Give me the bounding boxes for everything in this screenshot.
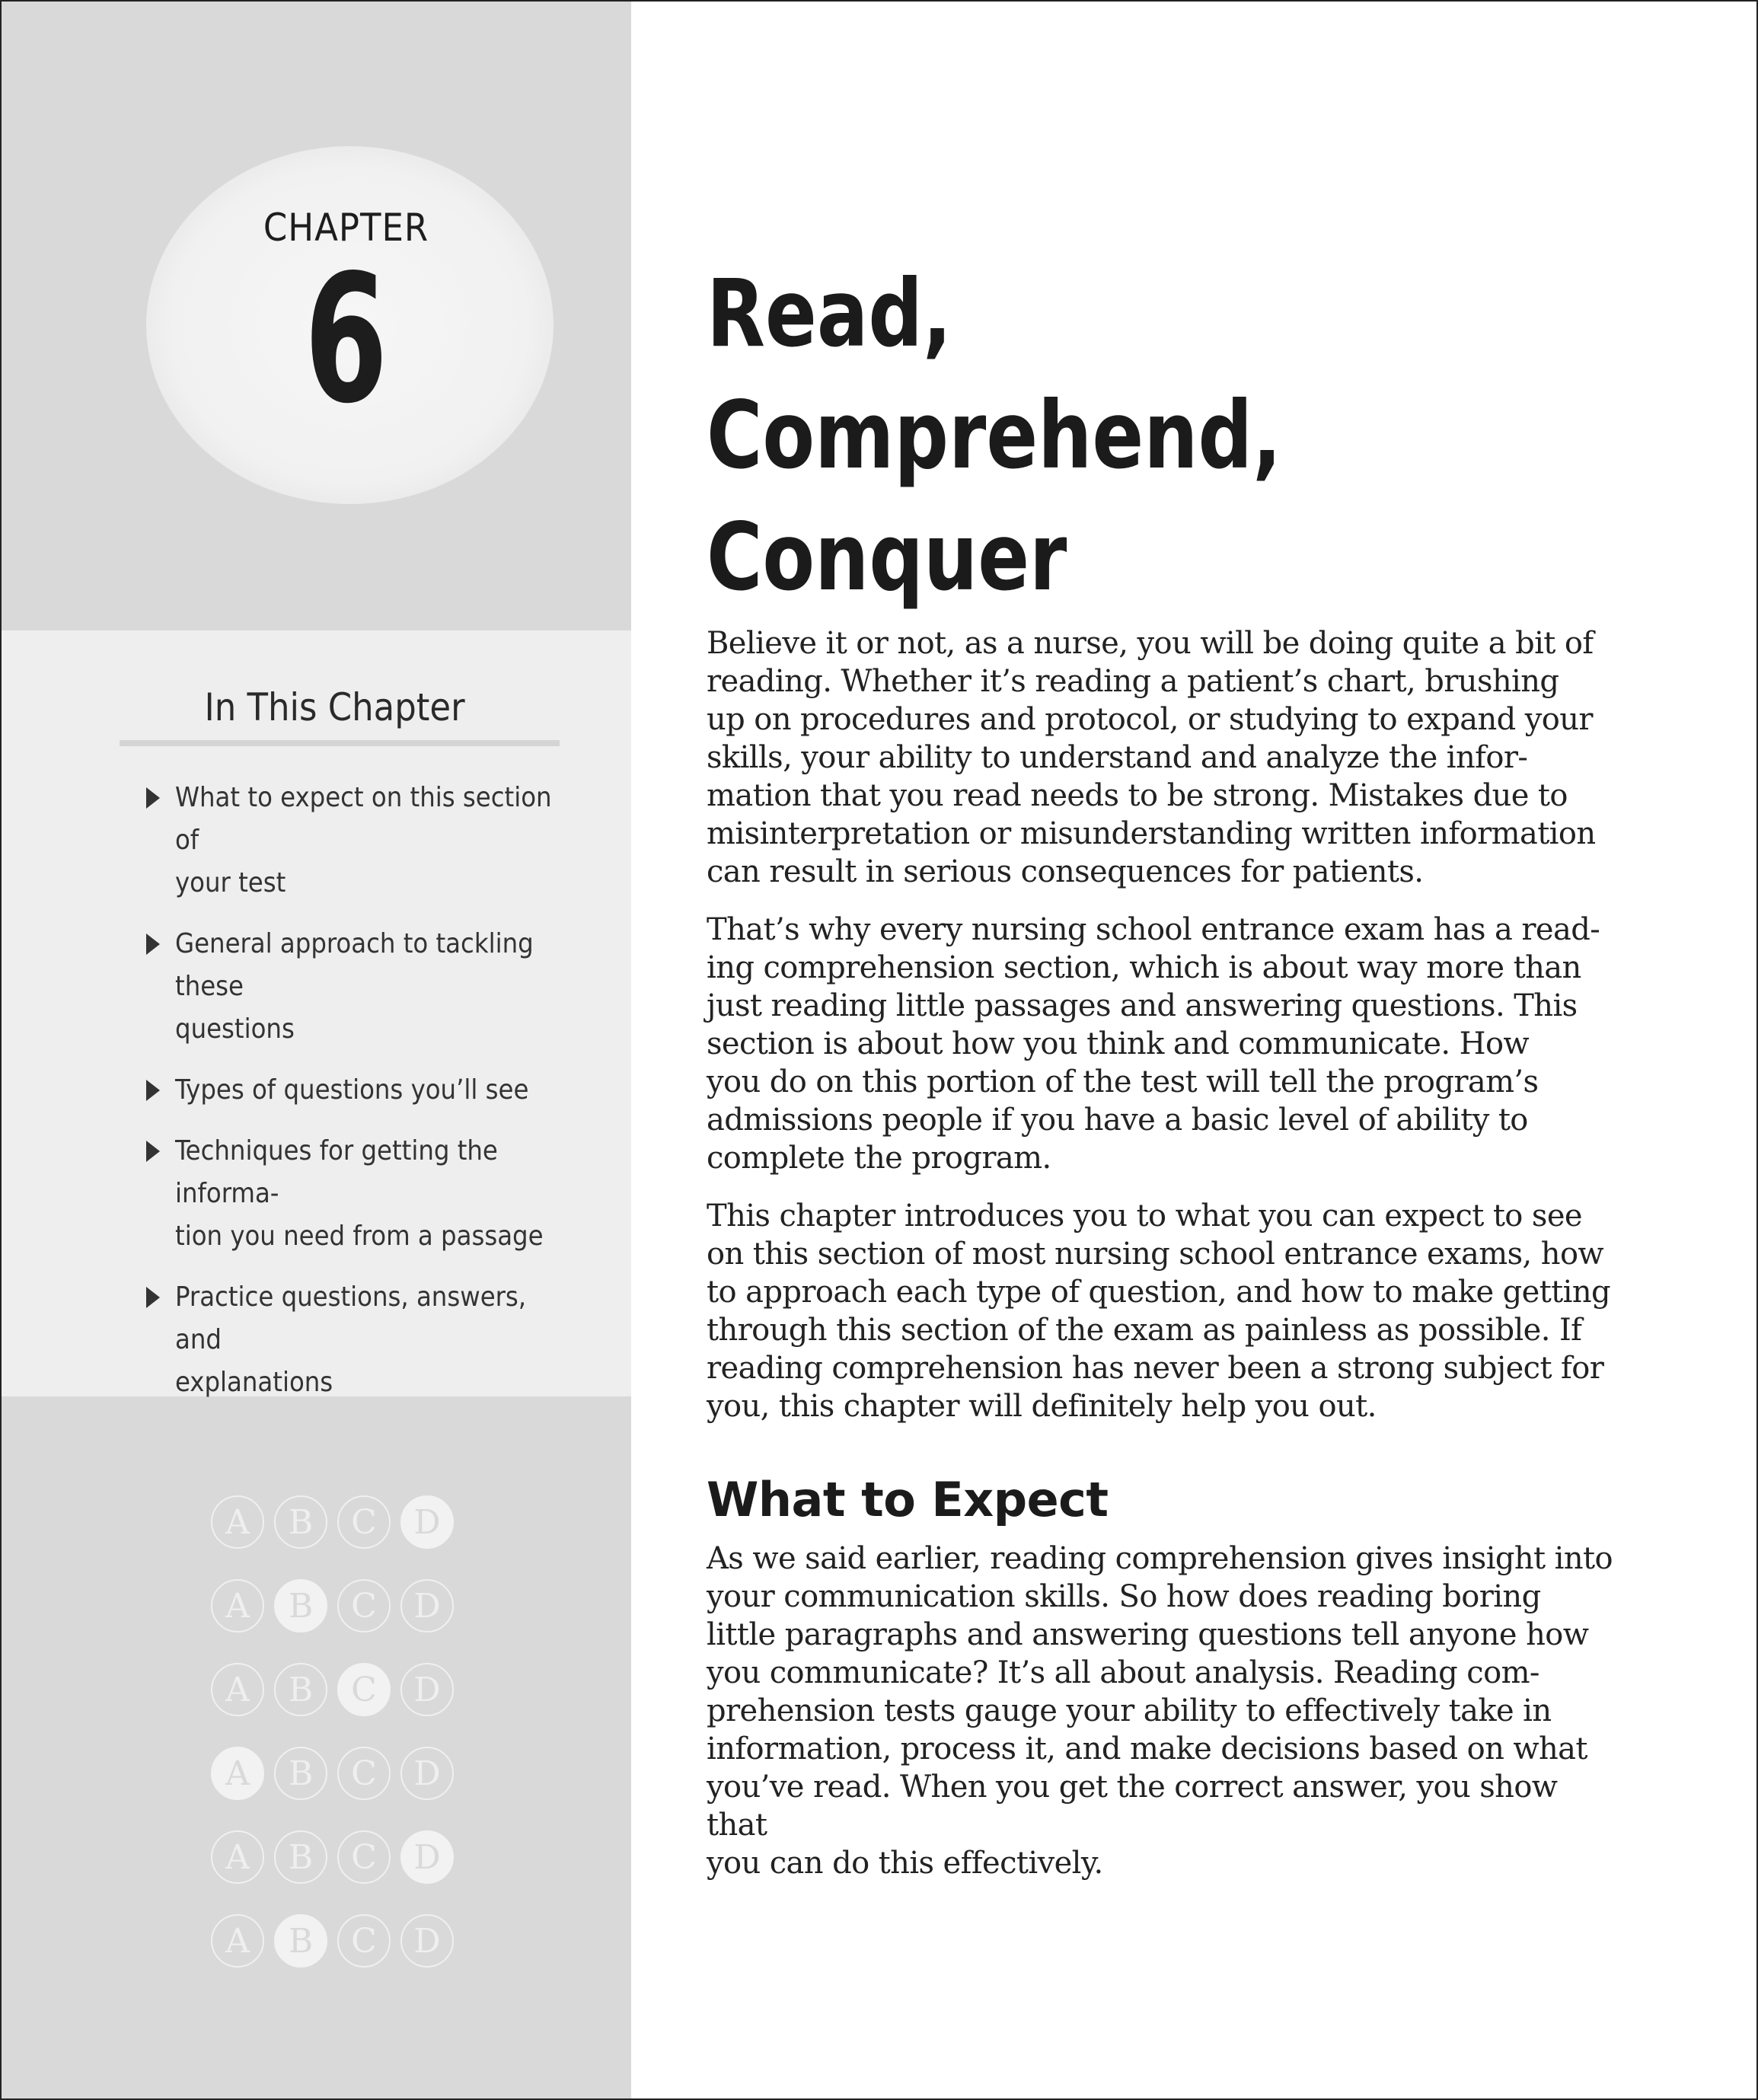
chapter-topic-item [145,1069,556,1112]
answer-bubble-b-icon: B [274,1579,327,1632]
triangle-bullet-icon [146,934,160,955]
text-line: mation that you read needs to be strong. Mistakes due to [707,778,1568,813]
answer-bubble-b-icon: B [274,1747,327,1800]
text-line: you do on this portion of the test will tell the program’s [707,1064,1539,1099]
chapter-body-text [707,624,1620,1902]
text-line: just reading little passages and answering questions. This [707,988,1578,1023]
answer-bubble-c-icon: C [337,1579,391,1632]
chapter-topic-list [145,777,556,1422]
answer-bubble-c-icon: C [337,1495,391,1549]
section-heading: What to Expect [707,1472,1109,1527]
chapter-sidebar [2,2,631,2098]
answer-bubble-a-icon: A [211,1747,264,1800]
text-line: ing comprehension section, which is about way more than [707,950,1581,985]
text-line: misinterpretation or misunderstanding written information [707,816,1596,851]
chapter-topic-line: tion you need from a passage [175,1221,544,1252]
answer-bubble-c-icon: C [337,1747,391,1800]
text-line: you’ve read. When you get the correct answer, you show that [707,1770,1558,1843]
chapter-title-line: Read, Comprehend, [707,260,1282,490]
answer-bubble-d-icon: D [400,1579,454,1632]
chapter-main-content [631,2,1756,2098]
text-line: section is about how you think and communicate. How [707,1026,1530,1061]
chapter-topic-line: Types of questions you’ll see [175,1074,529,1106]
text-line: your communication skills. So how does reading boring [707,1579,1541,1614]
chapter-badge-area [2,2,631,630]
text-line: you can do this effectively. [707,1846,1103,1881]
chapter-topic-item [145,923,556,1051]
triangle-bullet-icon [146,787,160,809]
chapter-number: 6 [304,237,388,442]
answer-bubble-c-icon: C [337,1914,391,1968]
answer-bubble-row [211,1579,470,1632]
text-line: information, process it, and make decisions based on what [707,1731,1587,1766]
answer-bubble-row [211,1663,470,1716]
chapter-topic-line: What to expect on this section of [175,782,552,856]
answer-bubble-a-icon: A [211,1579,264,1632]
text-line: on this section of most nursing school entrance exams, how [707,1237,1604,1272]
answer-bubble-row [211,1830,470,1884]
chapter-label: CHAPTER [263,206,429,250]
intro-paragraph [707,624,1620,891]
chapter-title-line: Conquer [707,503,1067,611]
triangle-bullet-icon [146,1141,160,1162]
answer-bubble-a-icon: A [211,1830,264,1884]
text-line: This chapter introduces you to what you can expect to see [707,1198,1582,1234]
text-line: reading. Whether it’s reading a patient’s chart, brushing [707,664,1559,699]
chapter-topic-line: General approach to tackling these [175,928,534,1002]
text-line: That’s why every nursing school entrance exam has a read- [707,912,1600,947]
answer-bubble-a-icon: A [211,1495,264,1549]
text-line: complete the program. [707,1141,1051,1176]
in-this-chapter-box [2,630,631,1396]
answer-bubble-row [211,1747,470,1800]
text-line: Believe it or not, as a nurse, you will be doing quite a bit of [707,626,1594,661]
text-line: reading comprehension has never been a strong subject for [707,1351,1604,1386]
chapter-topic-line: your test [175,867,286,898]
text-line: prehension tests gauge your ability to effectively take in [707,1693,1552,1728]
intro-paragraph [707,911,1620,1177]
answer-bubble-b-icon: B [274,1495,327,1549]
text-line: skills, your ability to understand and analyze the infor- [707,740,1528,775]
answer-bubble-row [211,1495,470,1549]
chapter-topic-item [145,777,556,905]
answer-bubble-b-icon: B [274,1914,327,1968]
answer-bubble-d-icon: D [400,1830,454,1884]
answer-bubble-a-icon: A [211,1914,264,1968]
triangle-bullet-icon [146,1287,160,1308]
in-this-chapter-title: In This Chapter [204,685,465,729]
in-this-chapter-divider [120,740,560,746]
text-line: up on procedures and protocol, or studying to expand your [707,702,1593,737]
answer-bubble-d-icon: D [400,1495,454,1549]
chapter-topic-line: explanations [175,1367,333,1398]
answer-bubble-b-icon: B [274,1830,327,1884]
intro-paragraph [707,1197,1620,1425]
text-line: you communicate? It’s all about analysis. Reading com- [707,1655,1539,1690]
text-line: can result in serious consequences for patients. [707,854,1424,889]
answer-bubble-d-icon: D [400,1914,454,1968]
chapter-topic-line: questions [175,1013,295,1045]
answer-bubble-a-icon: A [211,1663,264,1716]
chapter-topic-item [145,1130,556,1258]
answer-bubble-d-icon: D [400,1663,454,1716]
answer-bubble-graphic [211,1495,470,1998]
chapter-topic-line: Practice questions, answers, and [175,1281,527,1355]
chapter-topic-line: Techniques for getting the informa- [175,1135,498,1209]
text-line: through this section of the exam as painless as possible. If [707,1313,1582,1348]
answer-bubble-c-icon: C [337,1830,391,1884]
answer-bubble-row [211,1914,470,1968]
text-line: As we said earlier, reading comprehension gives insight into [707,1541,1613,1576]
triangle-bullet-icon [146,1080,160,1101]
answer-bubble-b-icon: B [274,1663,327,1716]
text-line: admissions people if you have a basic level of ability to [707,1103,1528,1138]
text-line: to approach each type of question, and how to make getting [707,1275,1611,1310]
chapter-title [707,253,1456,618]
section-paragraph [707,1540,1620,1882]
answer-bubble-d-icon: D [400,1747,454,1800]
answer-bubble-c-icon: C [337,1663,391,1716]
chapter-topic-item [145,1276,556,1404]
text-line: you, this chapter will definitely help you out. [707,1389,1377,1424]
text-line: little paragraphs and answering questions tell anyone how [707,1617,1589,1652]
